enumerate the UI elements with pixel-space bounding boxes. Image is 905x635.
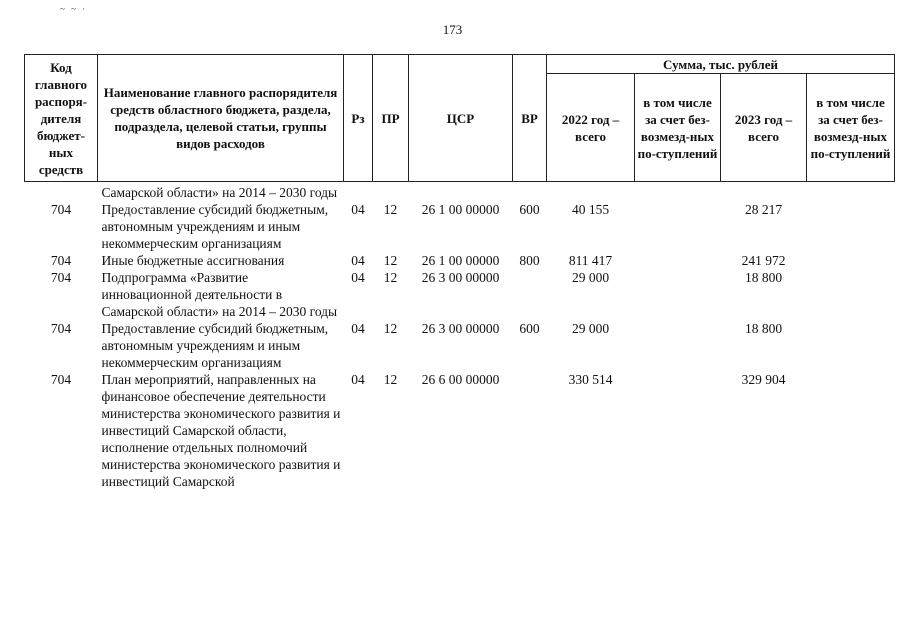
row-2023-total: 28 217 [744, 202, 783, 217]
row-2023-subsidy [807, 201, 895, 252]
row-name: Предоставление субсидий бюджетным, автономным учреждениям и иным некоммерческим организациям [101, 202, 329, 251]
row-2022-total: 29 000 [571, 321, 610, 336]
row-2022-total: 29 000 [571, 270, 610, 285]
row-name: Самарской области» на 2014 – 2030 годы [101, 185, 338, 200]
table-body [25, 182, 895, 491]
header-rz: Рз [344, 55, 373, 182]
row-name: Иные бюджетные ассигнования [101, 253, 285, 268]
row-vr [513, 371, 547, 490]
row-vr [513, 182, 547, 202]
row-vr: 600 [519, 202, 540, 217]
row-2023-total: 18 800 [744, 270, 783, 285]
header-csr: ЦСР [409, 55, 513, 182]
row-2022-subsidy [635, 252, 721, 269]
table-row [25, 269, 895, 320]
row-code: 704 [50, 253, 72, 268]
row-2022-total: 330 514 [568, 372, 613, 387]
row-csr: 26 1 00 00000 [421, 202, 500, 217]
header-sum: Сумма, тыс. рублей [547, 55, 895, 74]
row-vr: 800 [519, 253, 540, 268]
row-rz [344, 182, 373, 202]
table-row [25, 201, 895, 252]
table-row [25, 252, 895, 269]
row-2022-total: 811 417 [568, 253, 613, 268]
row-2023-subsidy [807, 269, 895, 320]
row-csr: 26 3 00 00000 [421, 270, 500, 285]
row-csr [409, 182, 513, 202]
row-code: 704 [50, 270, 72, 285]
row-2023-subsidy [807, 320, 895, 371]
table-header [25, 55, 895, 182]
row-2023-subsidy [807, 182, 895, 202]
row-2023-total [721, 182, 807, 202]
row-2022-total [547, 182, 635, 202]
row-2022-subsidy [635, 371, 721, 490]
row-pr: 12 [383, 253, 398, 268]
row-2023-subsidy [807, 252, 895, 269]
row-2022-subsidy [635, 201, 721, 252]
table-row [25, 371, 895, 490]
row-rz: 04 [351, 321, 365, 336]
header-name: Наименование главного распорядителя средств областного бюджета, раздела, подраздела, целевой статьи, группы видов расходов [98, 55, 344, 182]
row-csr: 26 6 00 00000 [421, 372, 500, 387]
row-vr: 600 [519, 321, 540, 336]
header-2023-subsidy: в том числе за счет без-возмезд-ных по-ступлений [807, 74, 895, 182]
page-number: 173 [442, 22, 463, 37]
row-2022-subsidy [635, 182, 721, 202]
row-csr: 26 1 00 00000 [421, 253, 500, 268]
row-name: Предоставление субсидий бюджетным, автономным учреждениям и иным некоммерческим организациям [101, 321, 329, 370]
header-2022-total: 2022 год – всего [547, 74, 635, 182]
row-code [25, 182, 98, 202]
header-2023-total: 2023 год – всего [721, 74, 807, 182]
header-2022-subsidy: в том числе за счет без-возмезд-ных по-ступлений [635, 74, 721, 182]
row-2022-subsidy [635, 269, 721, 320]
row-rz: 04 [351, 270, 365, 285]
row-vr [513, 269, 547, 320]
row-name: План мероприятий, направленных на финансовое обеспечение деятельности министерства экономического развития и инвестиций Самарской области, исполнение отдельных полномочий министерства экономического развития и инвестиций Самарской [101, 372, 341, 489]
row-pr: 12 [383, 202, 398, 217]
row-pr: 12 [383, 372, 398, 387]
row-2022-total: 40 155 [571, 202, 610, 217]
row-2023-subsidy [807, 371, 895, 490]
header-pr: ПР [373, 55, 409, 182]
row-code: 704 [50, 321, 72, 336]
scan-artifact: ~ ~ · [60, 4, 88, 14]
row-2023-total: 18 800 [744, 321, 783, 336]
row-rz: 04 [351, 253, 365, 268]
row-2023-total: 329 904 [741, 372, 786, 387]
row-rz: 04 [351, 202, 365, 217]
row-code: 704 [50, 202, 72, 217]
row-csr: 26 3 00 00000 [421, 321, 500, 336]
header-vr: ВР [513, 55, 547, 182]
table-row [25, 182, 895, 202]
budget-table [24, 54, 895, 490]
header-code: Код главного распоря-дителя бюджет-ных средств [25, 55, 98, 182]
row-pr [373, 182, 409, 202]
row-code: 704 [50, 372, 72, 387]
row-pr: 12 [383, 321, 398, 336]
row-2022-subsidy [635, 320, 721, 371]
table-row [25, 320, 895, 371]
row-rz: 04 [351, 372, 365, 387]
row-name: Подпрограмма «Развитие инновационной деятельности в Самарской области» на 2014 – 2030 годы [101, 270, 338, 319]
row-2023-total: 241 972 [741, 253, 786, 268]
row-pr: 12 [383, 270, 398, 285]
